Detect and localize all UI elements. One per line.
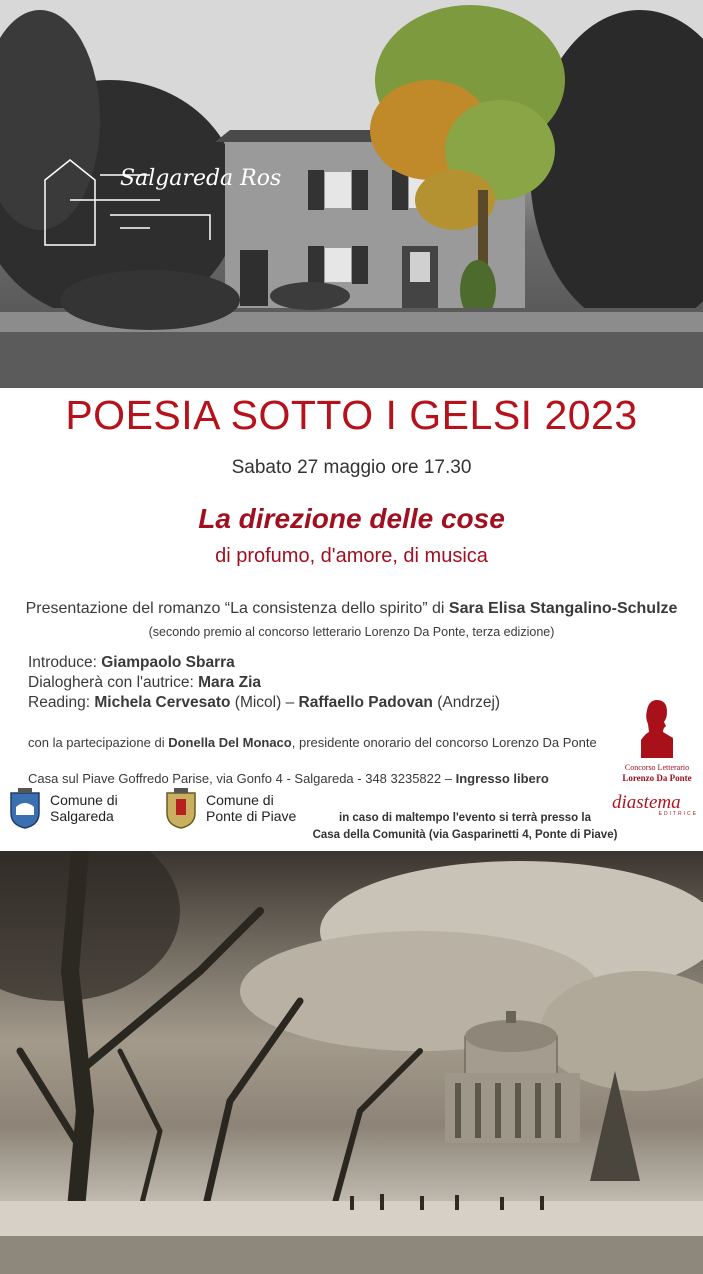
- reading-name-2: Raffaello Padovan: [298, 694, 433, 711]
- bottom-photo-park: [0, 851, 703, 1274]
- reading-line: [28, 694, 500, 712]
- event-date: Sabato 27 maggio ore 17.30: [231, 457, 472, 478]
- venue-line: [28, 771, 549, 786]
- crest-ponte-icon: [164, 787, 198, 829]
- presentation-line: [0, 600, 703, 618]
- header-photo-house: [0, 0, 703, 388]
- presentation-prefix: Presentazione del romanzo “La consistenza dello spirito” di: [25, 600, 449, 617]
- reading-name-1: Michela Cervesato: [94, 694, 231, 711]
- lorenzo-line1: Concorso Letterario: [624, 763, 690, 772]
- comune-ponte-line2: Ponte di Piave: [206, 808, 297, 824]
- signature-text: Salgareda Ros: [120, 166, 282, 191]
- dialoghera-label: Dialogherà con l'autrice:: [28, 674, 199, 691]
- venue-text: Casa sul Piave Goffredo Parise, via Gonfo 4 - Salgareda - 348 3235822 –: [28, 771, 456, 786]
- reading-role-1: (Micol) –: [230, 694, 299, 711]
- introduce-label: Introduce:: [28, 654, 102, 671]
- diastema-sub: EDITRICE: [658, 811, 698, 817]
- partecipazione-line: [28, 735, 597, 750]
- lorenzo-silhouette-icon: [639, 698, 675, 758]
- event-title: POESIA SOTTO I GELSI 2023: [65, 392, 638, 438]
- author-name: Sara Elisa Stangalino-Schulze: [448, 600, 678, 617]
- dialoghera-line: [28, 674, 261, 692]
- partecipazione-prefix: con la partecipazione di: [28, 735, 169, 750]
- presentation-note: (secondo premio al concorso letterario Lorenzo Da Ponte, terza edizione): [148, 625, 555, 639]
- comune-salgareda-logo: [8, 787, 118, 829]
- introduce-line: [28, 654, 235, 672]
- comune-salgareda-line2: Salgareda: [50, 808, 114, 824]
- maltempo-line1: in caso di maltempo l'evento si terrà presso la: [339, 812, 591, 824]
- event-tagline: di profumo, d'amore, di musica: [215, 545, 488, 567]
- maltempo-line2: Casa della Comunità (via Gasparinetti 4, Ponte di Piave): [312, 829, 618, 841]
- reading-role-2: (Andrzej): [432, 694, 501, 711]
- introduce-name: Giampaolo Sbarra: [101, 654, 235, 671]
- diastema-logo: [612, 792, 703, 817]
- diastema-name: diastema: [612, 792, 681, 813]
- reading-label: Reading:: [28, 694, 95, 711]
- comune-salgareda-line1: Comune di: [50, 792, 118, 808]
- venue-entry: Ingresso libero: [455, 771, 549, 786]
- partecipazione-name: Donella Del Monaco: [168, 735, 292, 750]
- dialoghera-name: Mara Zia: [198, 674, 261, 691]
- crest-salgareda-icon: [8, 787, 42, 829]
- comune-ponte-logo: [164, 787, 296, 829]
- event-subtitle: La direzione delle cose: [198, 503, 505, 534]
- lorenzo-line2: Lorenzo Da Ponte: [622, 773, 692, 783]
- maltempo-note: [300, 810, 630, 844]
- comune-ponte-line1: Comune di: [206, 792, 274, 808]
- partecipazione-suffix: , presidente onorario del concorso Lorenzo Da Ponte: [291, 735, 597, 750]
- lorenzo-da-ponte-logo: [612, 698, 702, 783]
